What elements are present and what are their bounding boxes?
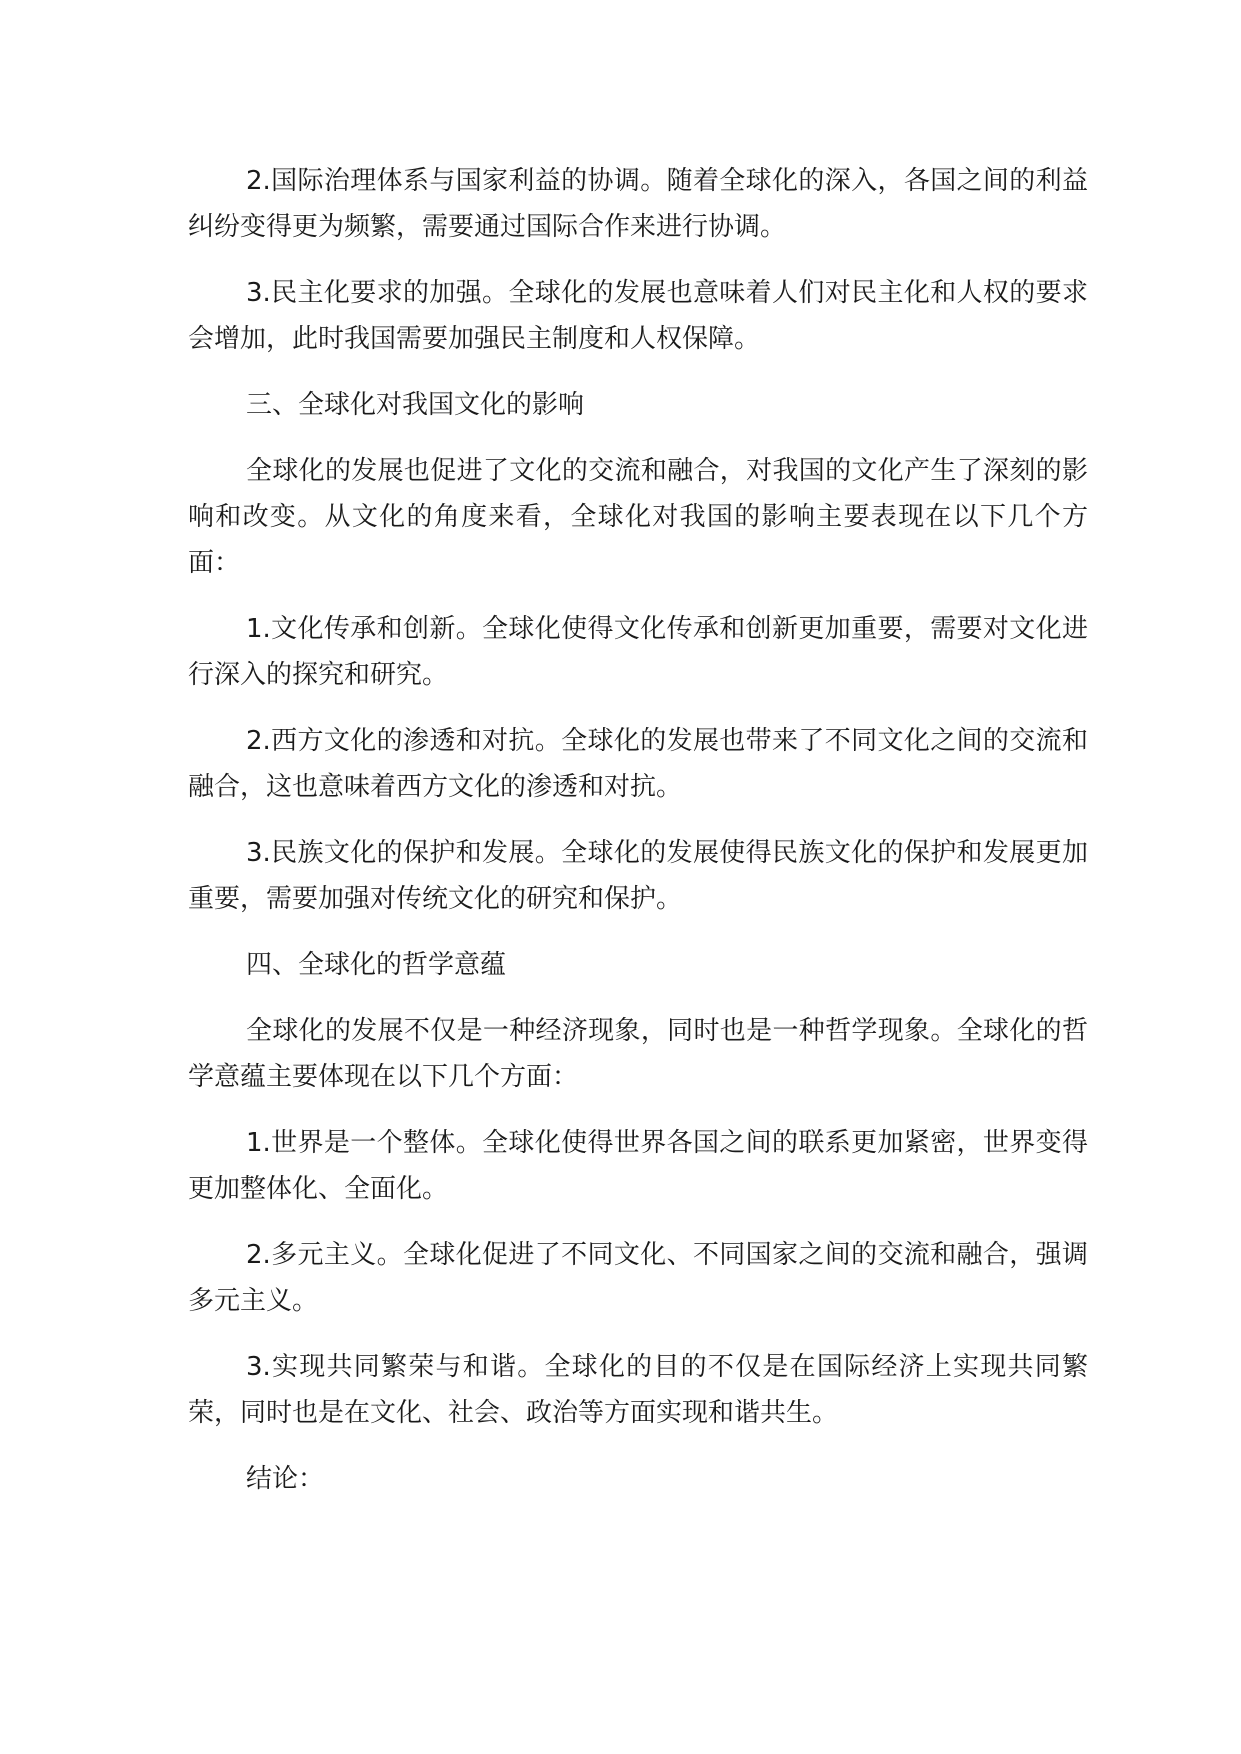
paragraph-western-culture: 2.西方文化的渗透和对抗。全球化的发展也带来了不同文化之间的交流和融合，这也意味着西方文化的渗透和对抗。 [188,726,1088,802]
paragraph-world-whole: 1.世界是一个整体。全球化使得世界各国之间的联系更加紧密，世界变得更加整体化、全面化。 [188,1128,1088,1204]
paragraph-cultural-heritage: 1.文化传承和创新。全球化使得文化传承和创新更加重要，需要对文化进行深入的探究和研究。 [188,614,1088,690]
paragraph-common-prosperity: 3.实现共同繁荣与和谐。全球化的目的不仅是在国际经济上实现共同繁荣，同时也是在文化、社会、政治等方面实现和谐共生。 [188,1352,1088,1428]
paragraph-philosophy-intro: 全球化的发展不仅是一种经济现象，同时也是一种哲学现象。全球化的哲学意蕴主要体现在以下几个方面： [188,1016,1088,1092]
paragraph-democratization: 3.民主化要求的加强。全球化的发展也意味着人们对民主化和人权的要求会增加，此时我国需要加强民主制度和人权保障。 [188,278,1088,354]
paragraph-ethnic-culture: 3.民族文化的保护和发展。全球化的发展使得民族文化的保护和发展更加重要，需要加强对传统文化的研究和保护。 [188,838,1088,914]
document-body [188,158,1088,1522]
section-heading-philosophy: 四、全球化的哲学意蕴 [246,950,507,980]
paragraph-international-governance: 2.国际治理体系与国家利益的协调。随着全球化的深入，各国之间的利益纠纷变得更为频繁，需要通过国际合作来进行协调。 [188,166,1088,242]
paragraph-pluralism: 2.多元主义。全球化促进了不同文化、不同国家之间的交流和融合，强调多元主义。 [188,1240,1088,1316]
conclusion-heading: 结论： [246,1464,325,1494]
section-heading-culture: 三、全球化对我国文化的影响 [246,390,585,420]
paragraph-culture-intro: 全球化的发展也促进了文化的交流和融合，对我国的文化产生了深刻的影响和改变。从文化的角度来看，全球化对我国的影响主要表现在以下几个方面： [188,456,1088,578]
